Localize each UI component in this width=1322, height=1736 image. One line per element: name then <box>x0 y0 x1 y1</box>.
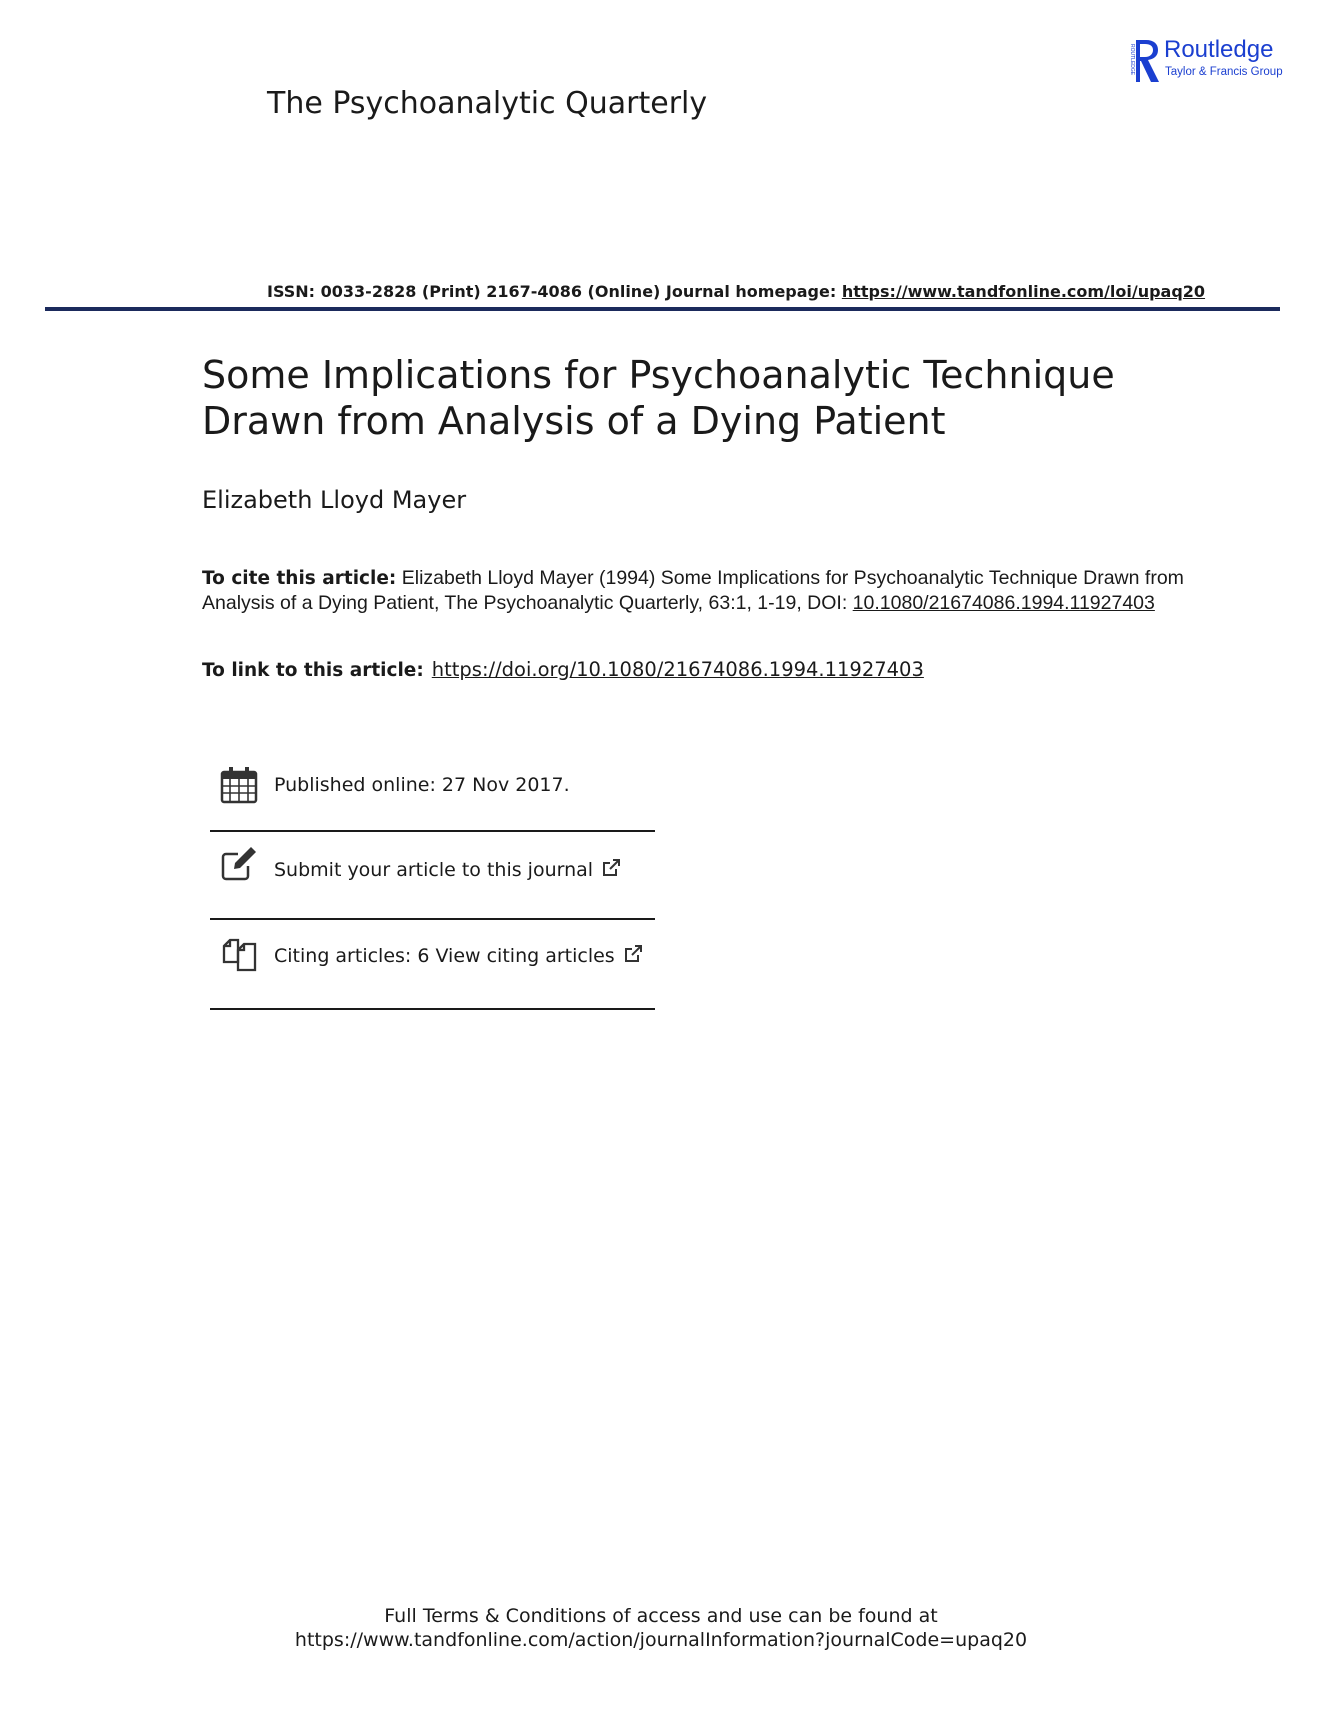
cite-lead: To cite this article: <box>202 568 397 589</box>
published-online-text: Published online: 27 Nov 2017. <box>274 774 570 796</box>
submit-row[interactable] <box>210 832 655 920</box>
publisher-logo[interactable] <box>1128 36 1288 86</box>
publisher-group: Taylor & Francis Group <box>1165 66 1283 78</box>
info-divider <box>210 1008 655 1010</box>
citation-block <box>202 566 1202 616</box>
submit-article-link[interactable] <box>274 858 621 881</box>
link-lead: To link to this article: <box>202 660 424 681</box>
external-link-icon <box>601 858 621 878</box>
routledge-logo-icon <box>1128 38 1162 84</box>
documents-icon <box>220 934 258 972</box>
article-title <box>202 352 1202 444</box>
article-author: Elizabeth Lloyd Mayer <box>202 486 467 514</box>
citing-articles-label: Citing articles: 6 View citing articles <box>274 945 615 967</box>
cite-doi-link[interactable]: 10.1080/21674086.1994.11927403 <box>852 592 1155 614</box>
calendar-icon <box>220 766 258 804</box>
publisher-name: Routledge <box>1164 36 1274 63</box>
article-title-line-1: Some Implications for Psychoanalytic Technique <box>202 353 1115 397</box>
issn-line <box>267 282 1205 301</box>
submit-article-label: Submit your article to this journal <box>274 859 594 881</box>
article-doi-link[interactable]: https://doi.org/10.1080/21674086.1994.11927403 <box>431 658 924 681</box>
journal-title: The Psychoanalytic Quarterly <box>267 86 708 121</box>
footer-terms-link[interactable]: https://www.tandfonline.com/action/journalInformation?journalCode=upaq20 <box>294 1629 1028 1651</box>
citing-row[interactable] <box>210 920 655 1008</box>
footer-terms <box>0 1604 1322 1652</box>
publisher-vertical-text: ROUTLEDGE <box>1129 44 1135 76</box>
journal-homepage-link[interactable]: https://www.tandfonline.com/loi/upaq20 <box>841 282 1206 301</box>
header-divider <box>45 307 1280 311</box>
citing-articles-link[interactable] <box>274 944 643 967</box>
article-link-block <box>202 658 924 681</box>
external-link-icon <box>623 944 643 964</box>
published-row <box>210 742 655 830</box>
issn-text: ISSN: 0033-2828 (Print) 2167-4086 (Online) Journal homepage: <box>267 282 842 301</box>
article-title-line-2: Drawn from Analysis of a Dying Patient <box>202 399 946 443</box>
footer-line-1: Full Terms & Conditions of access and use can be found at <box>384 1605 938 1627</box>
edit-icon <box>220 844 258 882</box>
cite-text: Elizabeth Lloyd Mayer (1994) Some Implications for Psychoanalytic Technique Drawn from Analysis of a Dying Patient, The Psychoanalytic Quarterly, 63:1, 1-19, DOI: <box>202 567 1184 614</box>
